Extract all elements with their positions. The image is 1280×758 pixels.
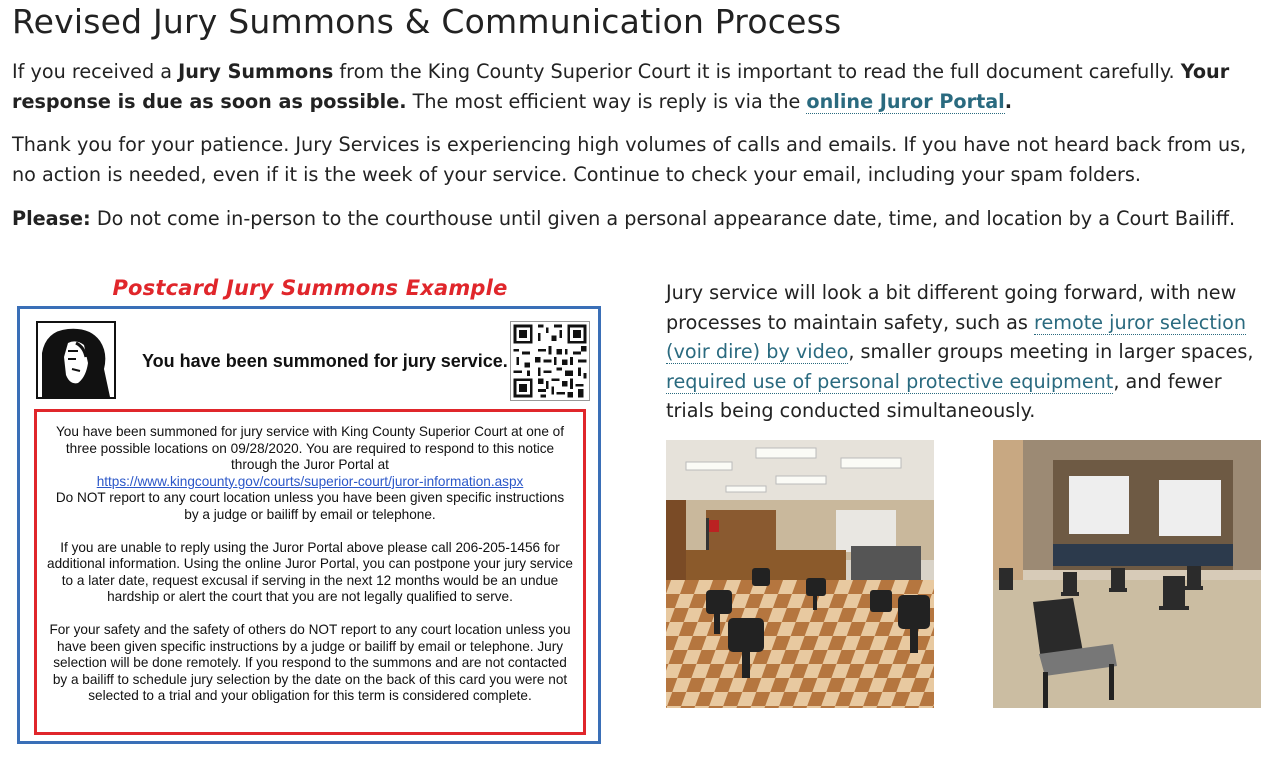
response-due-bold: Your response is due as soon as possible.	[12, 60, 1230, 113]
portrait-image	[36, 321, 116, 399]
qr-code-icon	[510, 321, 590, 401]
courtroom-photo	[666, 440, 934, 708]
postcard-example-image	[17, 306, 601, 744]
page-title: Revised Jury Summons & Communication Process	[12, 2, 842, 41]
patience-paragraph: Thank you for your patience. Jury Services is experiencing high volumes of calls and emails. If you have not heard back from us, no action is needed, even if it is the week of your service. Continue to check your email, including your spam folders.	[12, 133, 1247, 186]
please-label: Please:	[12, 207, 91, 230]
jury-summons-bold: Jury Summons	[178, 60, 334, 83]
postcard-caption: Postcard Jury Summons Example	[112, 276, 508, 300]
postcard-paragraph-2: If you are unable to reply using the Juror Portal above please call 206-205-1456 for additional information. Using the online Juror Portal, you can postpone your jury service to a later date, request excusal if serving in the next 12 months would be an undue hardship or alert the court that you are not legally qualified to serve.	[47, 539, 573, 605]
remote-juror-selection-link[interactable]: remote juror selection (voir dire) by video	[666, 310, 1247, 363]
summons-intro-paragraph: If you received a Jury Summons from the King County Superior Court it is important to read the full document carefully. Your response is due as soon as possible. The most efficient way is reply is via the online Juror Portal.	[12, 60, 1230, 113]
postcard-heading: You have been summoned for jury service.	[142, 351, 508, 371]
postcard-url: https://www.kingcounty.gov/courts/superior-court/juror-information.aspx	[96, 473, 524, 489]
meeting-room-photo	[993, 440, 1261, 708]
online-juror-portal-link[interactable]: online Juror Portal	[806, 89, 1005, 113]
please-paragraph: Please: Do not come in-person to the courthouse until given a personal appearance date, time, and location by a Court Bailiff.	[12, 207, 1236, 230]
postcard-paragraph-1: You have been summoned for jury service with King County Superior Court at one of three possible locations on 09/28/2020. You are required to respond to this notice through the Juror Portal at https://www.kingcounty.gov/courts/superior-court/juror-information.aspx Do NOT report to any court location unless you have been given specific instructions by a judge or bailiff by email or telephone.	[55, 424, 565, 522]
protective-equipment-link[interactable]: required use of personal protective equipment	[666, 369, 1114, 393]
jury-service-changes-paragraph: Jury service will look a bit different going forward, with new processes to maintain safety, such as remote juror selection (voir dire) by video, smaller groups meeting in larger spaces, required use of personal protective equipment, and fewer trials being conducted simultaneously.	[666, 281, 1254, 422]
postcard-notice-box	[34, 409, 586, 735]
postcard-paragraph-3: For your safety and the safety of others do NOT report to any court location unless you have been given specific instructions by a judge or bailiff by email or telephone. Jury selection will be done remotely. If you respond to the summons and are not contacted by a bailiff to schedule jury selection by the date on the back of this card you were not selected to a trial and your obligation for this term is considered complete.	[49, 621, 571, 704]
